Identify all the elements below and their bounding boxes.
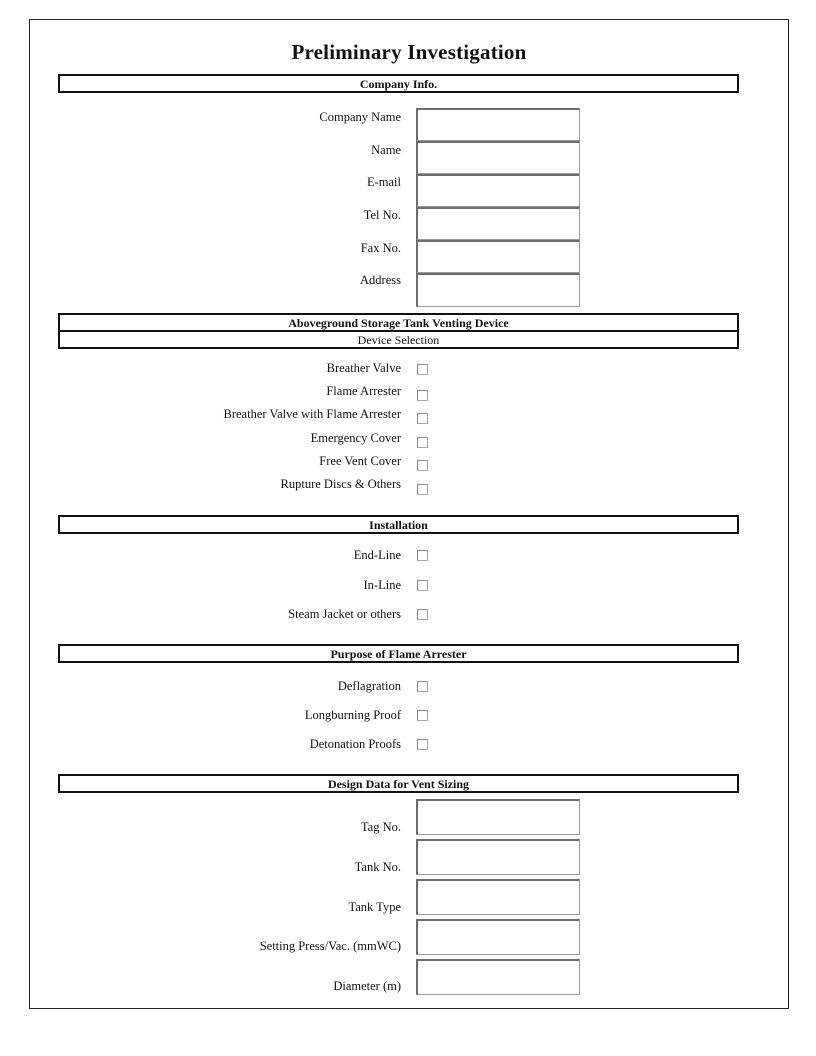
tank-type-input[interactable] [416,879,580,915]
label-steam-jacket: Steam Jacket or others [288,607,401,621]
name-input[interactable] [416,141,580,174]
label-name: Name [371,143,401,157]
label-tank-type: Tank Type [348,900,401,914]
label-address: Address [360,273,401,287]
address-input[interactable] [416,273,580,307]
steam-jacket-checkbox[interactable] [417,609,428,620]
label-tank-no: Tank No. [354,860,401,874]
label-tel: Tel No. [363,208,401,222]
fax-input[interactable] [416,240,580,273]
breather-valve-checkbox[interactable] [417,364,428,375]
page-border [29,19,789,1009]
label-breather-valve-flame-arrester: Breather Valve with Flame Arrester [223,407,401,421]
detonation-proofs-checkbox[interactable] [417,739,428,750]
label-free-vent-cover: Free Vent Cover [319,454,401,468]
page-title: Preliminary Investigation [291,40,527,64]
label-end-line: End-Line [353,548,401,562]
in-line-checkbox[interactable] [417,580,428,591]
section-purpose-flame-arrester: Purpose of Flame Arrester [58,644,739,663]
label-diameter: Diameter (m) [333,979,401,993]
email-input[interactable] [416,174,580,207]
label-breather-valve: Breather Valve [326,361,401,375]
label-company-name: Company Name [319,110,401,124]
section-venting-device: Aboveground Storage Tank Venting Device [58,313,739,332]
label-emergency-cover: Emergency Cover [310,431,401,445]
label-tag-no: Tag No. [360,820,401,834]
end-line-checkbox[interactable] [417,550,428,561]
label-detonation-proofs: Detonation Proofs [309,737,401,751]
diameter-input[interactable] [416,959,580,995]
tag-no-input[interactable] [416,799,580,835]
company-name-input[interactable] [416,108,580,141]
setting-press-vac-input[interactable] [416,919,580,955]
label-fax: Fax No. [360,241,401,255]
emergency-cover-checkbox[interactable] [417,437,428,448]
longburning-proof-checkbox[interactable] [417,710,428,721]
tel-input[interactable] [416,207,580,240]
label-in-line: In-Line [363,578,401,592]
flame-arrester-checkbox[interactable] [417,390,428,401]
section-design-data: Design Data for Vent Sizing [58,774,739,793]
free-vent-cover-checkbox[interactable] [417,460,428,471]
label-email: E-mail [366,175,401,189]
tank-no-input[interactable] [416,839,580,875]
rupture-discs-checkbox[interactable] [417,484,428,495]
breather-valve-flame-arrester-checkbox[interactable] [417,413,428,424]
section-device-selection: Device Selection [58,330,739,349]
label-longburning-proof: Longburning Proof [304,708,401,722]
label-setting-press-vac: Setting Press/Vac. (mmWC) [259,939,401,953]
label-deflagration: Deflagration [337,679,401,693]
section-installation: Installation [58,515,739,534]
section-company-info: Company Info. [58,74,739,93]
label-flame-arrester: Flame Arrester [326,384,401,398]
deflagration-checkbox[interactable] [417,681,428,692]
label-rupture-discs: Rupture Discs & Others [280,477,401,491]
